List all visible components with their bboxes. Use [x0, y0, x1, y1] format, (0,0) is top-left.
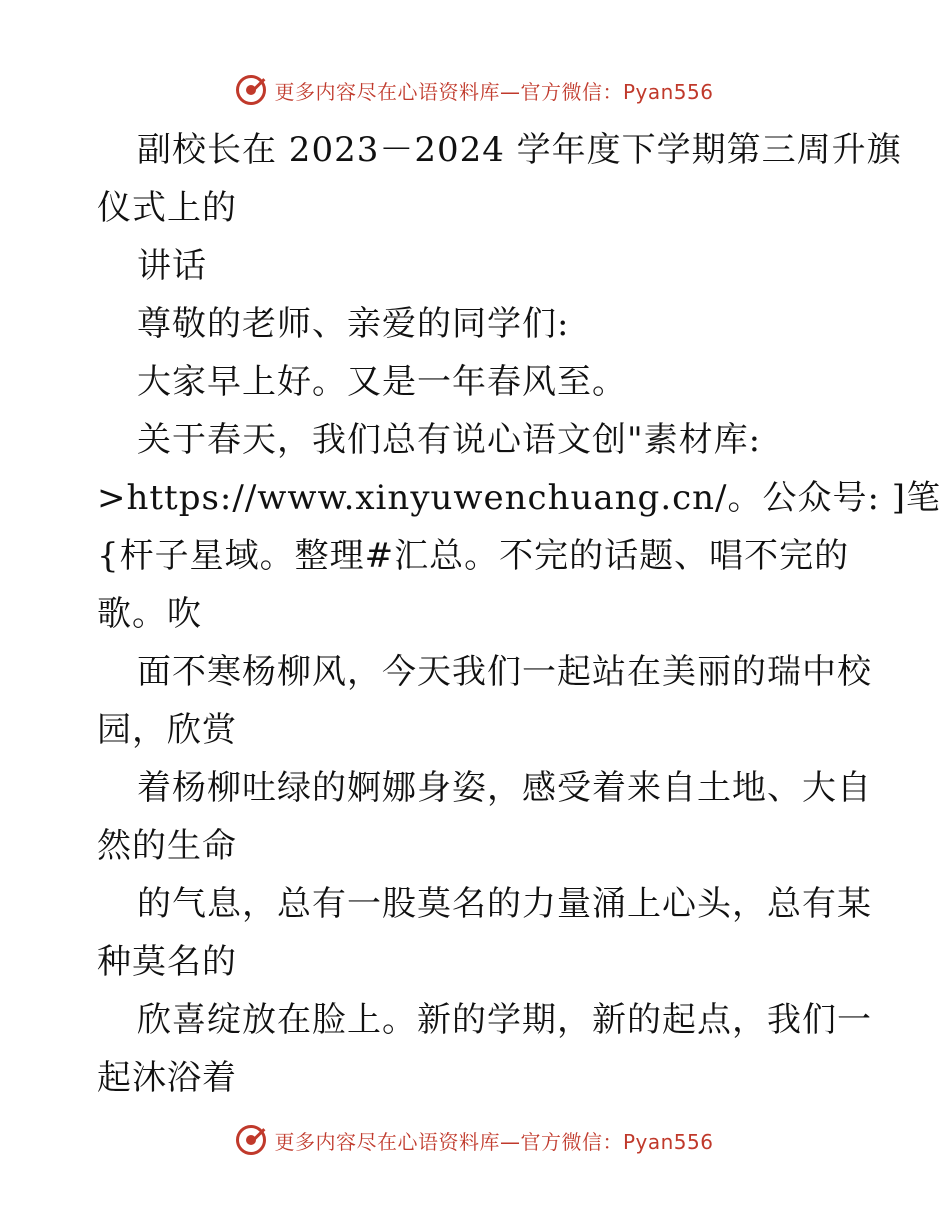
document-line: 面不寒杨柳风，今天我们一起站在美丽的瑞中校	[137, 652, 872, 692]
document-line: 欣喜绽放在脸上。新的学期，新的起点，我们一	[137, 1000, 872, 1040]
footer-banner-text: 更多内容尽在心语资料库—官方微信：Pyan556	[274, 1129, 714, 1154]
document-body	[97, 121, 942, 1107]
document-line: 关于春天，我们总有说心语文创"素材库:	[137, 420, 762, 460]
document-line: 起沐浴着	[97, 1058, 237, 1098]
document-line: 尊敬的老师、亲爱的同学们:	[137, 304, 570, 344]
document-line: 着杨柳吐绿的婀娜身姿，感受着来自土地、大自	[137, 768, 872, 808]
document-line: 大家早上好。又是一年春风至。	[137, 362, 627, 402]
document-line: 副校长在 2023－2024 学年度下学期第三周升旗	[137, 130, 902, 170]
document-line: 的气息，总有一股莫名的力量涌上心头，总有某	[137, 884, 872, 924]
document-line: 然的生命	[97, 826, 237, 866]
document-line: 讲话	[137, 246, 207, 286]
document-line: {杆子星域。整理#汇总。不完的话题、唱不完的	[97, 536, 850, 576]
pen-circle-logo-icon	[236, 1125, 266, 1155]
document-line: 种莫名的	[97, 942, 237, 982]
document-line: 歌。吹	[97, 594, 202, 634]
document-line: 仪式上的	[97, 188, 237, 228]
footer-banner	[0, 1120, 950, 1160]
header-banner-text: 更多内容尽在心语资料库—官方微信：Pyan556	[274, 79, 714, 104]
header-banner	[0, 70, 950, 110]
document-line: >https://www.xinyuwenchuang.cn/。公众号: ]笔	[97, 478, 942, 518]
document-line: 园，欣赏	[97, 710, 237, 750]
pen-circle-logo-icon	[236, 75, 266, 105]
